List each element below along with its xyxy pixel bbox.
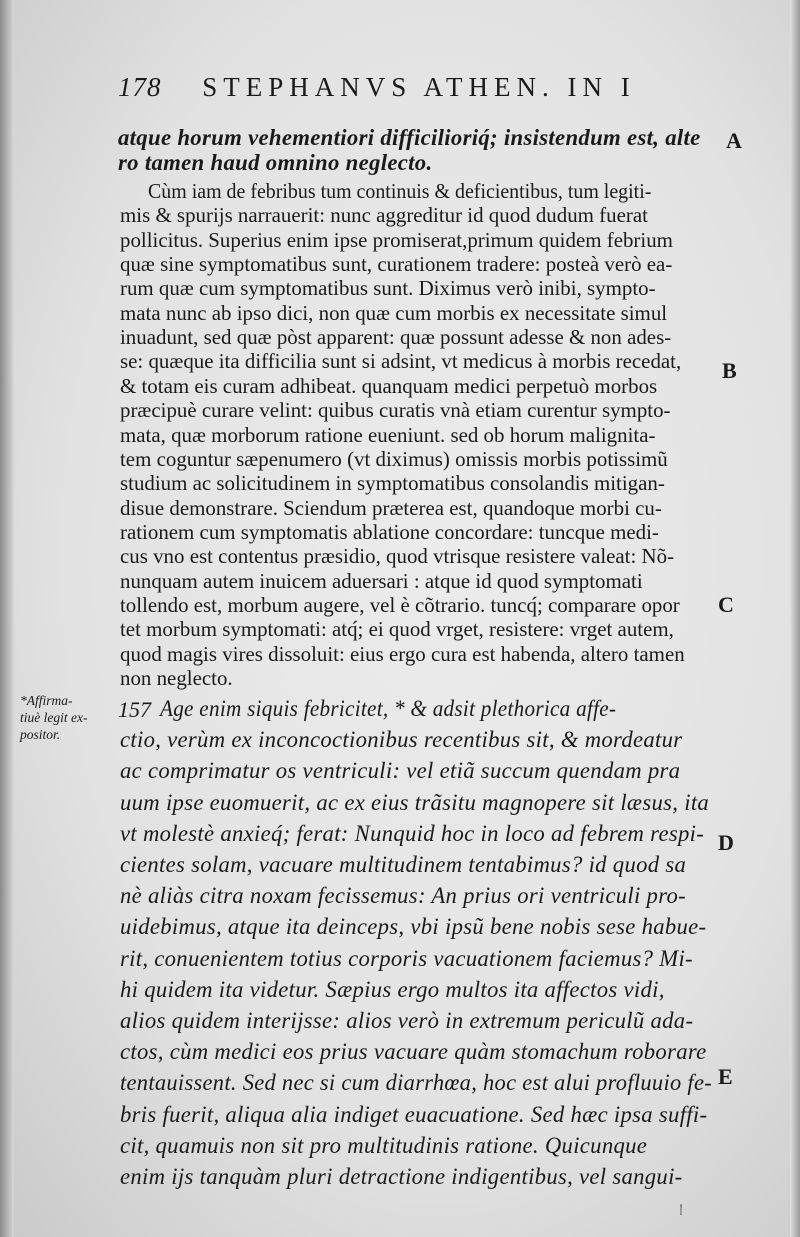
body-line: disue demonstrare. Sciendum præterea est, quandoque morbi cu- <box>120 495 662 520</box>
italic-body-line: nem <box>680 1195 683 1221</box>
marginal-note-line: *Affirma- <box>20 693 73 708</box>
paragraph-number: 157 <box>118 697 151 722</box>
margin-letter-b: B <box>722 358 737 383</box>
body-line: tollendo est, morbum augere, vel è cõtrario. tuncq́; comparare opor <box>120 592 680 617</box>
body-line: tet morbum symptomati: atq́; ei quod vrget, resistere: vrget autem, <box>120 617 674 642</box>
body-line: nunquam autem inuicem aduersari : atque id quod symptomati <box>120 568 643 593</box>
italic-body-line: ctio, verùm ex inconcoctionibus recentibus sit, & mordeatur <box>120 727 683 753</box>
running-title: STEPHANVS ATHEN. IN I <box>202 72 636 102</box>
running-header <box>118 72 658 103</box>
italic-body-line: ac comprimatur os ventriculi: vel etiã succum quendam pra <box>120 758 681 784</box>
italic-body-line: tentauissent. Sed nec si cum diarrhœa, hoc est alui profluuio fe- <box>120 1070 713 1096</box>
body-line: non neglecto. <box>120 666 233 690</box>
italic-body-line: uum ipse euomuerit, ac ex eius trãsitu magnopere sit læsus, ita <box>120 789 710 815</box>
margin-letter-e: E <box>718 1064 733 1089</box>
body-line: & totam eis curam adhibeat. quanquam medici perpetuò morbos <box>120 373 658 398</box>
body-line: tem coguntur sæpenumero (vt diximus) omissis morbis potissimũ <box>120 446 668 471</box>
italic-body-line: cientes solam, vacuare multitudinem tentabimus? id quod sa <box>120 852 687 877</box>
italic-body-line: hi quidem ita videtur. Sæpius ergo multos ita affectos vidi, <box>120 976 665 1002</box>
italic-body-line: nè aliàs citra noxam fecissemus: An prius ori ventriculi pro- <box>120 883 686 909</box>
body-line: mis & spurijs narrauerit: nunc aggreditur id quod dudum fuerat <box>120 203 648 228</box>
italic-body-line: bris fuerit, aliqua alia indiget euacuatione. Sed hæc ipsa suffi- <box>120 1101 708 1127</box>
italic-body-line: vt molestè anxieq́; ferat: Nunquid hoc in loco ad febrem respi- <box>120 820 705 846</box>
italic-body-line: alios quidem interijsse: alios verò in extremum periculũ ada- <box>120 1008 694 1033</box>
italic-body-line: rit, conuenientem totius corporis vacuationem faciemus? Mi- <box>120 945 693 971</box>
page-number: 178 <box>118 72 162 102</box>
page-edge-shadow <box>790 0 800 1237</box>
italic-body-line: enim ijs tanquàm pluri detractione indigentibus, vel sangui- <box>120 1164 683 1189</box>
italic-line: ro tamen haud omnino neglecto. <box>118 150 433 175</box>
margin-letter-d: D <box>718 830 734 855</box>
body-line: Cùm iam de febribus tum continuis & deficientibus, tum legiti- <box>148 179 652 203</box>
body-line: inuadunt, sed quæ pòst apparent: quæ possunt adesse & non ades- <box>120 325 672 350</box>
marginal-note-line: tiuè legit ex- <box>20 710 88 725</box>
body-line: mata nunc ab ipso dici, non quæ cum morbis ex necessitate simul <box>120 300 668 325</box>
body-line: quod magis vires dissoluit: eius ergo cura est habenda, altero tamen <box>120 641 685 666</box>
marginal-note <box>20 692 110 743</box>
italic-body-line: cit, quamuis non sit pro multitudinis ratione. Quicunque <box>120 1132 648 1158</box>
body-line: præcipuè curare velint: quibus curatis vnà etiam curentur sympto- <box>120 398 671 423</box>
page-gutter-shadow <box>0 0 14 1237</box>
italic-body-line: ctos, cùm medici eos prius vacuare quàm stomachum roborare <box>120 1039 707 1065</box>
marginal-note-line: positor. <box>20 727 61 742</box>
body-line: rationem cum symptomatis ablatione concordare: tuncque medi- <box>120 519 659 544</box>
body-line: mata, quæ morborum ratione eueniunt. sed ob horum malignita- <box>120 422 656 447</box>
italic-body-line: Age enim siquis febricitet, * & adsit plethorica affe- <box>160 696 617 721</box>
body-line: rum quæ cum symptomatibus sunt. Diximus verò inibi, sympto- <box>120 276 656 301</box>
italic-body-line: uidebimus, atque ita deinceps, vbi ipsũ bene nobis sese habue- <box>120 914 707 940</box>
body-line: cus vno est contentus præsidio, quod vtrisque resistere valeat: Nõ- <box>120 544 675 569</box>
margin-letter-a: A <box>726 128 742 153</box>
body-line: se: quæque ita difficilia sunt si adsint, vt medicus à morbis recedat, <box>120 349 682 374</box>
body-line: studium ac solicitudinem in symptomatibus consolandis mitigan- <box>120 471 665 496</box>
margin-letter-c: C <box>718 592 734 617</box>
body-line: quæ sine symptomatibus sunt, curationem tradere: posteà verò ea- <box>120 252 673 277</box>
italic-line: atque horum vehementiori difficilioriq́; insistendum est, alte <box>118 125 701 150</box>
body-line: pollicitus. Superius enim ipse promiserat,primum quidem febrium <box>120 227 673 252</box>
